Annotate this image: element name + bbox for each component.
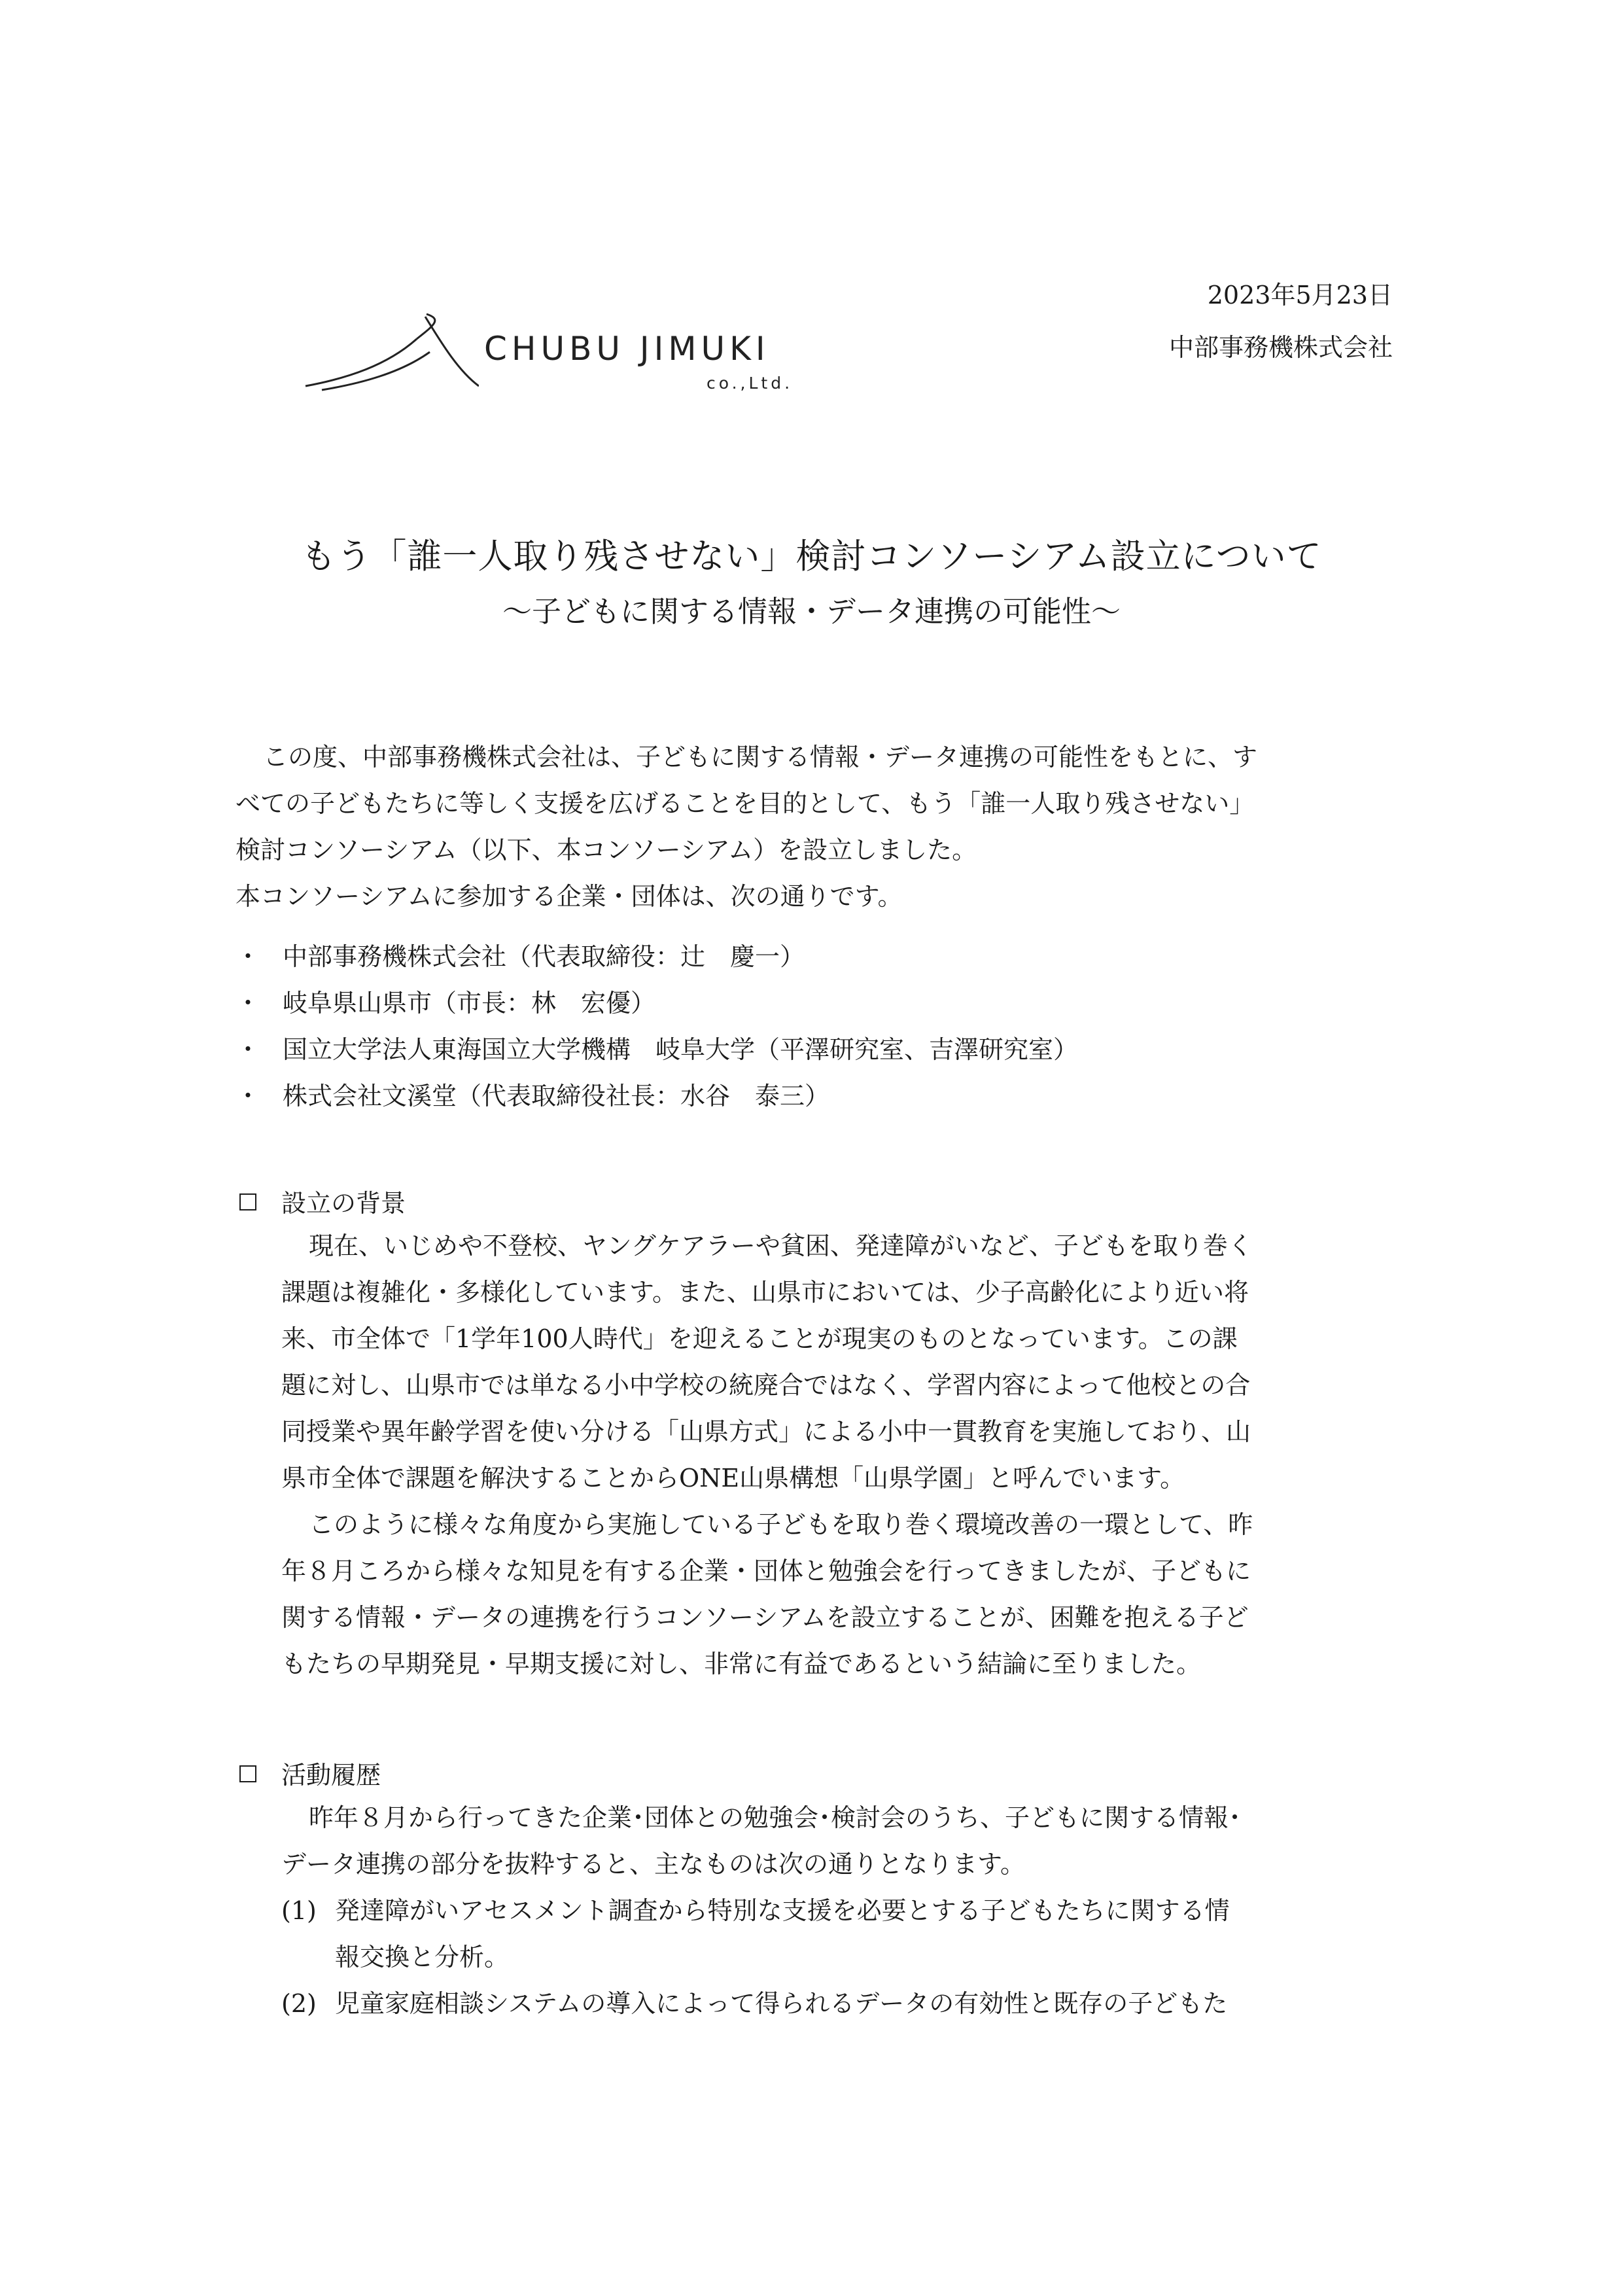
background-line: 関する情報・データの連携を行うコンソーシアムを設立することが、困難を抱える子ど	[281, 1603, 1249, 1632]
background-line: 来、市全体で「1学年100人時代」を迎えることが現実のものとなっています。この課	[281, 1324, 1238, 1353]
background-line: 同授業や異年齢学習を使い分ける「山県方式」による小中一貫教育を実施しており、山	[281, 1417, 1251, 1446]
activity-line: 昨年８月から行ってきた企業･団体との勉強会･検討会のうち、子どもに関する情報･	[309, 1803, 1242, 1832]
mountain-logo-icon	[302, 313, 479, 398]
document-title: もう「誰一人取り残させない」検討コンソーシアム設立について	[301, 537, 1322, 576]
company-logo	[302, 313, 812, 404]
background-line: 現在、いじめや不登校、ヤングケアラーや貧困、発達障がいなど、子どもを取り巻く	[309, 1231, 1253, 1260]
bullet-mark: ・	[236, 989, 261, 1017]
item-number: (1)	[281, 1896, 317, 1925]
background-line: もたちの早期発見・早期支援に対し、非常に有益であるという結論に至りました。	[281, 1650, 1202, 1678]
item-text: 児童家庭相談システムの導入によって得られるデータの有効性と既存の子どもた	[335, 1989, 1228, 2018]
member-list-item	[236, 936, 805, 972]
activity-line: データ連携の部分を抜粋すると、主なものは次の通りとなります。	[281, 1850, 1025, 1879]
member-name: 中部事務機株式会社（代表取締役：辻 慶一）	[283, 942, 805, 971]
issuing-company: 中部事務機株式会社	[1168, 333, 1393, 362]
item-number: (2)	[281, 1989, 317, 2018]
activity-item	[281, 1890, 1230, 1932]
section-heading-label: 設立の背景	[281, 1189, 406, 1218]
document-subtitle: 〜子どもに関する情報・データ連携の可能性〜	[502, 594, 1121, 629]
intro-line: べての子どもたちに等しく支援を広げることを目的として、もう「誰一人取り残させない」	[236, 789, 1255, 818]
logo-name: CHUBU JIMUKI	[484, 330, 770, 368]
member-name: 株式会社文溪堂（代表取締役社長：水谷 泰三）	[283, 1082, 830, 1110]
intro-line: この度、中部事務機株式会社は、子どもに関する情報・データ連携の可能性をもとに、す	[263, 743, 1258, 771]
bullet-mark: ・	[236, 1082, 261, 1110]
checkbox-square-icon	[237, 1190, 271, 1216]
document-date: 2023年5月23日	[1207, 281, 1393, 309]
background-line: 年８月ころから様々な知見を有する企業・団体と勉強会を行ってきましたが、子どもに	[281, 1557, 1251, 1585]
background-line: 県市全体で課題を解決することからONE山県構想「山県学園」と呼んでいます。	[281, 1464, 1185, 1492]
bullet-mark: ・	[236, 942, 261, 971]
checkbox-square-icon	[237, 1761, 271, 1788]
section-heading-label: 活動履歴	[281, 1761, 381, 1790]
section-heading-background	[237, 1183, 406, 1219]
intro-line: 本コンソーシアムに参加する企業・団体は、次の通りです。	[236, 882, 903, 911]
background-line: 題に対し、山県市では単なる小中学校の統廃合ではなく、学習内容によって他校との合	[281, 1371, 1251, 1400]
bullet-mark: ・	[236, 1035, 261, 1064]
member-name: 国立大学法人東海国立大学機構 岐阜大学（平澤研究室、吉澤研究室）	[283, 1035, 1079, 1064]
member-name: 岐阜県山県市（市長：林 宏優）	[283, 989, 656, 1017]
item-text: 発達障がいアセスメント調査から特別な支援を必要とする子どもたちに関する情	[335, 1896, 1230, 1925]
activity-item-continuation: 報交換と分析。	[335, 1943, 510, 1971]
member-list-item	[236, 983, 655, 1019]
intro-line: 検討コンソーシアム（以下、本コンソーシアム）を設立しました。	[236, 836, 977, 864]
background-line: このように様々な角度から実施している子どもを取り巻く環境改善の一環として、昨	[309, 1510, 1253, 1539]
logo-subtext: co.,Ltd.	[707, 374, 794, 393]
member-list-item	[236, 1076, 829, 1112]
background-line: 課題は複雑化・多様化しています。また、山県市においては、少子高齢化により近い将	[281, 1278, 1249, 1307]
member-list-item	[236, 1029, 1078, 1065]
section-heading-activity	[237, 1755, 381, 1791]
activity-item	[281, 1983, 1227, 2025]
